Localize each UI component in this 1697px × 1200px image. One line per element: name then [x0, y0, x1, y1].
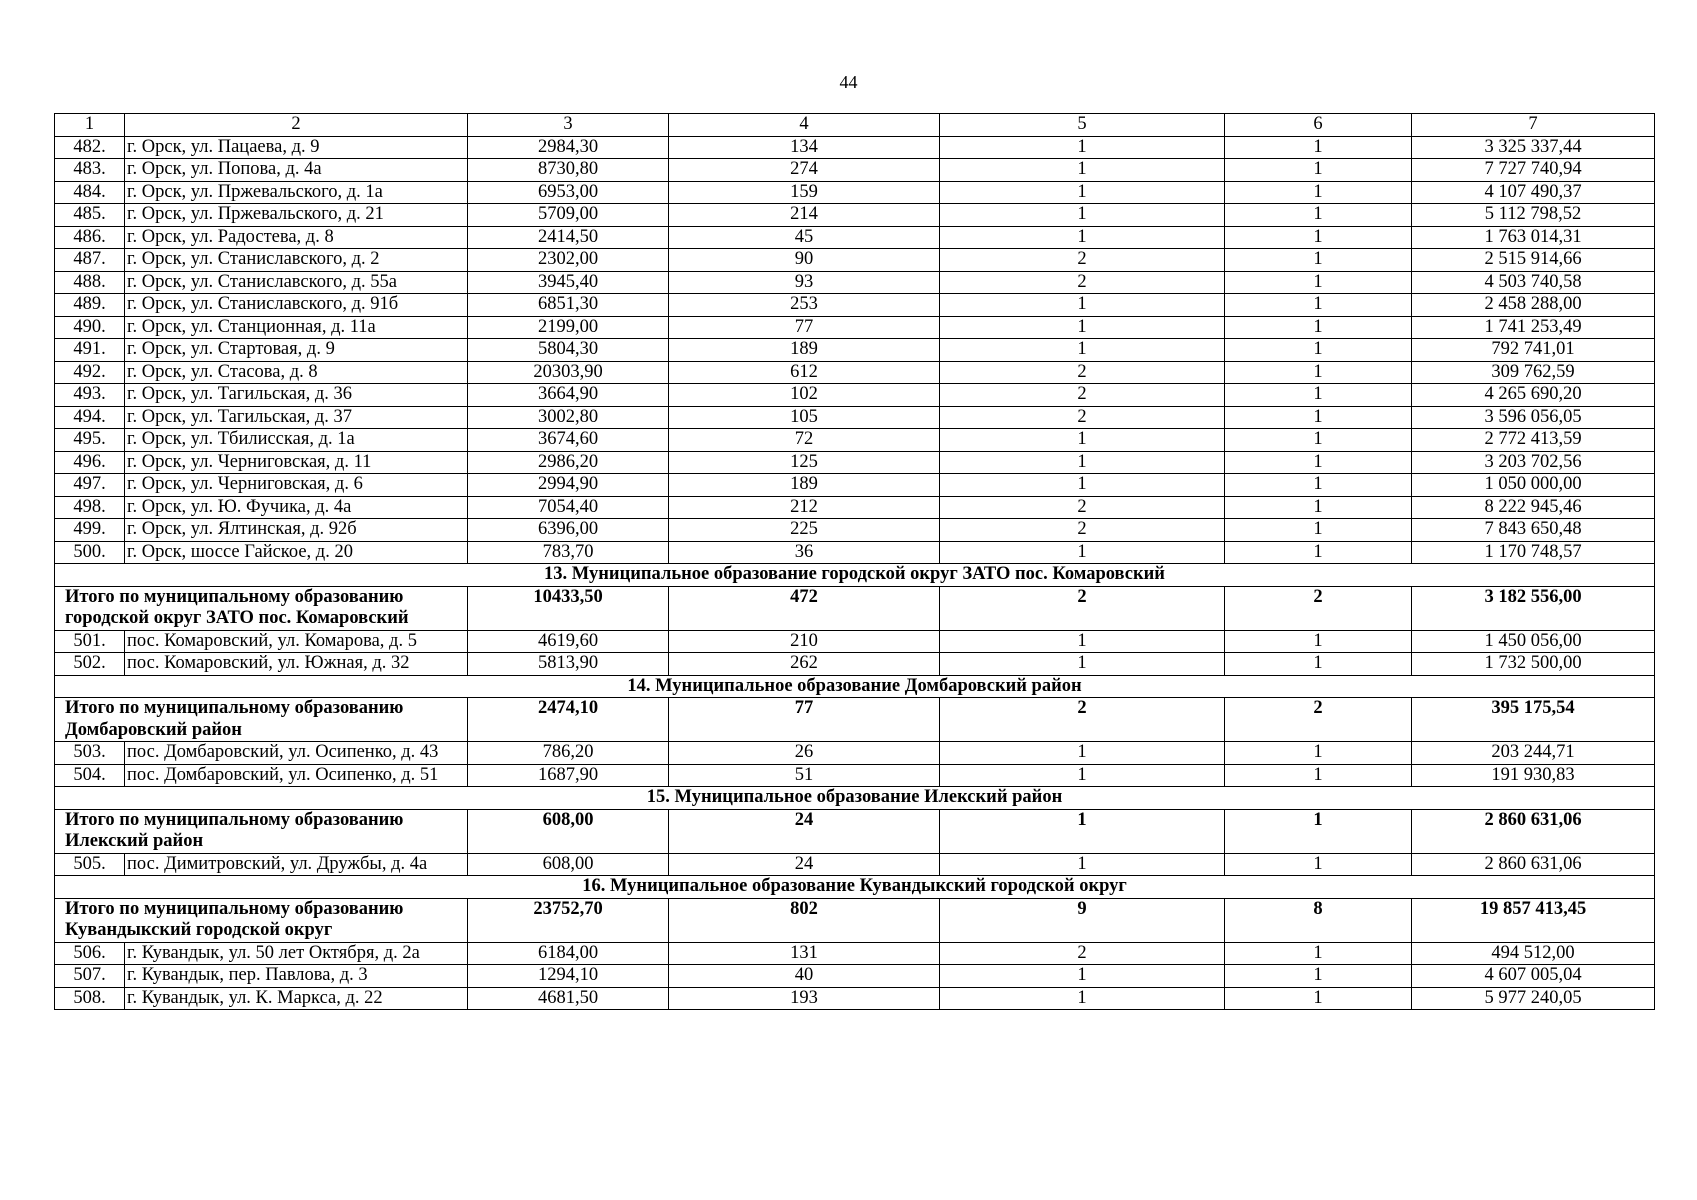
value-cell: 159 — [669, 181, 940, 204]
value-cell: 1 — [1225, 181, 1412, 204]
section-header-row — [55, 876, 1655, 899]
section-header-row — [55, 787, 1655, 810]
row-number-cell: 488. — [55, 271, 125, 294]
table-row — [55, 653, 1655, 676]
value-cell: 1 — [940, 653, 1225, 676]
value-cell: 2 772 413,59 — [1412, 429, 1655, 452]
address-cell: г. Орск, ул. Попова, д. 4а — [125, 159, 468, 182]
table-row — [55, 249, 1655, 272]
total-cell: 10433,50 — [468, 586, 669, 630]
value-cell: 1 — [1225, 853, 1412, 876]
row-number-cell: 503. — [55, 742, 125, 765]
row-number-cell: 505. — [55, 853, 125, 876]
table-body — [55, 114, 1655, 1010]
value-cell: 1 — [1225, 519, 1412, 542]
value-cell: 1 — [940, 339, 1225, 362]
value-cell: 189 — [669, 339, 940, 362]
row-number-cell: 483. — [55, 159, 125, 182]
total-cell: 2 860 631,06 — [1412, 809, 1655, 853]
value-cell: 6953,00 — [468, 181, 669, 204]
value-cell: 1 170 748,57 — [1412, 541, 1655, 564]
value-cell: 8 222 945,46 — [1412, 496, 1655, 519]
value-cell: 1 — [940, 474, 1225, 497]
value-cell: 1 — [1225, 653, 1412, 676]
table-row — [55, 429, 1655, 452]
section-title: 16. Муниципальное образование Кувандыкский городской округ — [55, 876, 1655, 899]
value-cell: 2302,00 — [468, 249, 669, 272]
row-number-cell: 504. — [55, 764, 125, 787]
value-cell: 125 — [669, 451, 940, 474]
value-cell: 1 — [1225, 451, 1412, 474]
row-number-cell: 489. — [55, 294, 125, 317]
value-cell: 6851,30 — [468, 294, 669, 317]
row-number-cell: 490. — [55, 316, 125, 339]
column-header: 3 — [468, 114, 669, 137]
value-cell: 3945,40 — [468, 271, 669, 294]
row-number-cell: 508. — [55, 987, 125, 1010]
value-cell: 193 — [669, 987, 940, 1010]
value-cell: 3002,80 — [468, 406, 669, 429]
value-cell: 1 — [1225, 406, 1412, 429]
total-cell: 8 — [1225, 898, 1412, 942]
total-cell: 2 — [1225, 698, 1412, 742]
total-cell: 802 — [669, 898, 940, 942]
total-label: Итого по муниципальному образованию Домбаровский район — [55, 698, 468, 742]
value-cell: 1 — [1225, 429, 1412, 452]
row-number-cell: 502. — [55, 653, 125, 676]
value-cell: 1 050 000,00 — [1412, 474, 1655, 497]
address-cell: пос. Димитровский, ул. Дружбы, д. 4а — [125, 853, 468, 876]
value-cell: 6396,00 — [468, 519, 669, 542]
value-cell: 4681,50 — [468, 987, 669, 1010]
value-cell: 1 — [940, 316, 1225, 339]
value-cell: 5709,00 — [468, 204, 669, 227]
address-cell: г. Орск, ул. Радостева, д. 8 — [125, 226, 468, 249]
value-cell: 3 596 056,05 — [1412, 406, 1655, 429]
value-cell: 2 — [940, 406, 1225, 429]
table-row — [55, 204, 1655, 227]
value-cell: 2984,30 — [468, 136, 669, 159]
total-cell: 77 — [669, 698, 940, 742]
value-cell: 7 843 650,48 — [1412, 519, 1655, 542]
address-cell: г. Кувандык, ул. 50 лет Октября, д. 2а — [125, 942, 468, 965]
section-header-row — [55, 675, 1655, 698]
section-title: 15. Муниципальное образование Илекский район — [55, 787, 1655, 810]
address-cell: г. Орск, ул. Пацаева, д. 9 — [125, 136, 468, 159]
value-cell: 1 732 500,00 — [1412, 653, 1655, 676]
value-cell: 72 — [669, 429, 940, 452]
value-cell: 1 — [940, 965, 1225, 988]
address-cell: г. Орск, ул. Тагильская, д. 36 — [125, 384, 468, 407]
value-cell: 26 — [669, 742, 940, 765]
value-cell: 2 458 288,00 — [1412, 294, 1655, 317]
value-cell: 1 — [1225, 159, 1412, 182]
value-cell: 2 860 631,06 — [1412, 853, 1655, 876]
value-cell: 2 — [940, 496, 1225, 519]
value-cell: 90 — [669, 249, 940, 272]
total-cell: 3 182 556,00 — [1412, 586, 1655, 630]
value-cell: 1 — [940, 226, 1225, 249]
value-cell: 783,70 — [468, 541, 669, 564]
value-cell: 24 — [669, 853, 940, 876]
address-cell: г. Орск, ул. Тагильская, д. 37 — [125, 406, 468, 429]
address-cell: г. Орск, ул. Ялтинская, д. 92б — [125, 519, 468, 542]
value-cell: 93 — [669, 271, 940, 294]
row-number-cell: 484. — [55, 181, 125, 204]
value-cell: 45 — [669, 226, 940, 249]
value-cell: 2 — [940, 249, 1225, 272]
value-cell: 1 — [1225, 987, 1412, 1010]
value-cell: 2 — [940, 361, 1225, 384]
address-cell: г. Орск, ул. Пржевальского, д. 1а — [125, 181, 468, 204]
table-row — [55, 361, 1655, 384]
value-cell: 1294,10 — [468, 965, 669, 988]
value-cell: 7 727 740,94 — [1412, 159, 1655, 182]
address-cell: г. Орск, ул. Стасова, д. 8 — [125, 361, 468, 384]
value-cell: 3 203 702,56 — [1412, 451, 1655, 474]
table-row — [55, 541, 1655, 564]
value-cell: 1 — [1225, 764, 1412, 787]
value-cell: 1 741 253,49 — [1412, 316, 1655, 339]
table-row — [55, 742, 1655, 765]
value-cell: 1 — [1225, 294, 1412, 317]
column-header: 2 — [125, 114, 468, 137]
row-number-cell: 492. — [55, 361, 125, 384]
value-cell: 40 — [669, 965, 940, 988]
row-number-cell: 497. — [55, 474, 125, 497]
value-cell: 8730,80 — [468, 159, 669, 182]
value-cell: 1 — [1225, 249, 1412, 272]
row-number-cell: 482. — [55, 136, 125, 159]
row-number-cell: 500. — [55, 541, 125, 564]
table-row — [55, 339, 1655, 362]
address-cell: г. Орск, ул. Станиславского, д. 91б — [125, 294, 468, 317]
value-cell: 1 — [940, 541, 1225, 564]
value-cell: 1 — [1225, 316, 1412, 339]
row-number-cell: 495. — [55, 429, 125, 452]
address-cell: г. Орск, шоссе Гайское, д. 20 — [125, 541, 468, 564]
value-cell: 608,00 — [468, 853, 669, 876]
table-row — [55, 519, 1655, 542]
value-cell: 1 — [1225, 965, 1412, 988]
row-number-cell: 493. — [55, 384, 125, 407]
value-cell: 1 — [1225, 361, 1412, 384]
value-cell: 1 — [1225, 496, 1412, 519]
value-cell: 3664,90 — [468, 384, 669, 407]
address-cell: пос. Комаровский, ул. Комарова, д. 5 — [125, 630, 468, 653]
value-cell: 1 — [1225, 474, 1412, 497]
value-cell: 1 — [1225, 942, 1412, 965]
row-number-cell: 485. — [55, 204, 125, 227]
value-cell: 2199,00 — [468, 316, 669, 339]
row-number-cell: 507. — [55, 965, 125, 988]
value-cell: 1 763 014,31 — [1412, 226, 1655, 249]
section-header-row — [55, 564, 1655, 587]
total-cell: 1 — [1225, 809, 1412, 853]
total-cell: 2 — [940, 586, 1225, 630]
row-number-cell: 494. — [55, 406, 125, 429]
column-header: 5 — [940, 114, 1225, 137]
address-cell: г. Кувандык, ул. К. Маркса, д. 22 — [125, 987, 468, 1010]
value-cell: 210 — [669, 630, 940, 653]
value-cell: 2 — [940, 271, 1225, 294]
value-cell: 2994,90 — [468, 474, 669, 497]
value-cell: 786,20 — [468, 742, 669, 765]
value-cell: 1 — [1225, 271, 1412, 294]
address-cell: г. Орск, ул. Ю. Фучика, д. 4а — [125, 496, 468, 519]
table-row — [55, 853, 1655, 876]
value-cell: 189 — [669, 474, 940, 497]
total-row — [55, 809, 1655, 853]
row-number-cell: 496. — [55, 451, 125, 474]
address-cell: г. Орск, ул. Стартовая, д. 9 — [125, 339, 468, 362]
value-cell: 1 — [1225, 630, 1412, 653]
total-cell: 23752,70 — [468, 898, 669, 942]
total-cell: 1 — [940, 809, 1225, 853]
table-row — [55, 630, 1655, 653]
column-header: 4 — [669, 114, 940, 137]
value-cell: 1 — [1225, 384, 1412, 407]
address-cell: пос. Домбаровский, ул. Осипенко, д. 51 — [125, 764, 468, 787]
value-cell: 1 — [1225, 541, 1412, 564]
value-cell: 1 — [1225, 742, 1412, 765]
row-number-cell: 491. — [55, 339, 125, 362]
value-cell: 262 — [669, 653, 940, 676]
total-row — [55, 586, 1655, 630]
table-row — [55, 316, 1655, 339]
value-cell: 214 — [669, 204, 940, 227]
value-cell: 5 112 798,52 — [1412, 204, 1655, 227]
value-cell: 2 — [940, 384, 1225, 407]
value-cell: 1 — [940, 630, 1225, 653]
row-number-cell: 501. — [55, 630, 125, 653]
value-cell: 1 — [940, 294, 1225, 317]
value-cell: 4 607 005,04 — [1412, 965, 1655, 988]
value-cell: 102 — [669, 384, 940, 407]
table-row — [55, 271, 1655, 294]
address-cell: г. Орск, ул. Станционная, д. 11а — [125, 316, 468, 339]
value-cell: 1 — [940, 204, 1225, 227]
value-cell: 3674,60 — [468, 429, 669, 452]
value-cell: 1 — [940, 136, 1225, 159]
total-label: Итого по муниципальному образованию Илекский район — [55, 809, 468, 853]
value-cell: 1 — [1225, 136, 1412, 159]
value-cell: 1 — [1225, 204, 1412, 227]
value-cell: 36 — [669, 541, 940, 564]
value-cell: 1 — [940, 429, 1225, 452]
value-cell: 6184,00 — [468, 942, 669, 965]
table-row — [55, 965, 1655, 988]
value-cell: 134 — [669, 136, 940, 159]
total-cell: 395 175,54 — [1412, 698, 1655, 742]
value-cell: 5813,90 — [468, 653, 669, 676]
section-title: 14. Муниципальное образование Домбаровский район — [55, 675, 1655, 698]
total-cell: 2474,10 — [468, 698, 669, 742]
table-row — [55, 159, 1655, 182]
value-cell: 1 — [940, 764, 1225, 787]
address-cell: г. Орск, ул. Черниговская, д. 6 — [125, 474, 468, 497]
table-row — [55, 496, 1655, 519]
row-number-cell: 487. — [55, 249, 125, 272]
header-row — [55, 114, 1655, 137]
value-cell: 1 — [940, 159, 1225, 182]
total-cell: 472 — [669, 586, 940, 630]
table-row — [55, 987, 1655, 1010]
value-cell: 309 762,59 — [1412, 361, 1655, 384]
value-cell: 4619,60 — [468, 630, 669, 653]
value-cell: 1 — [940, 181, 1225, 204]
value-cell: 1 — [940, 853, 1225, 876]
row-number-cell: 506. — [55, 942, 125, 965]
value-cell: 1 — [940, 987, 1225, 1010]
total-row — [55, 698, 1655, 742]
table-row — [55, 181, 1655, 204]
value-cell: 4 503 740,58 — [1412, 271, 1655, 294]
address-cell: г. Орск, ул. Станиславского, д. 55а — [125, 271, 468, 294]
value-cell: 1 — [1225, 339, 1412, 362]
value-cell: 105 — [669, 406, 940, 429]
address-cell: пос. Комаровский, ул. Южная, д. 32 — [125, 653, 468, 676]
value-cell: 2 515 914,66 — [1412, 249, 1655, 272]
address-cell: г. Орск, ул. Тбилисская, д. 1а — [125, 429, 468, 452]
value-cell: 494 512,00 — [1412, 942, 1655, 965]
value-cell: 274 — [669, 159, 940, 182]
value-cell: 1687,90 — [468, 764, 669, 787]
value-cell: 792 741,01 — [1412, 339, 1655, 362]
value-cell: 1 — [940, 451, 1225, 474]
value-cell: 225 — [669, 519, 940, 542]
address-cell: г. Орск, ул. Станиславского, д. 2 — [125, 249, 468, 272]
address-cell: пос. Домбаровский, ул. Осипенко, д. 43 — [125, 742, 468, 765]
value-cell: 5804,30 — [468, 339, 669, 362]
value-cell: 1 — [940, 742, 1225, 765]
total-cell: 19 857 413,45 — [1412, 898, 1655, 942]
address-cell: г. Кувандык, пер. Павлова, д. 3 — [125, 965, 468, 988]
value-cell: 253 — [669, 294, 940, 317]
total-cell: 2 — [940, 698, 1225, 742]
table-row — [55, 384, 1655, 407]
value-cell: 191 930,83 — [1412, 764, 1655, 787]
row-number-cell: 498. — [55, 496, 125, 519]
column-header: 1 — [55, 114, 125, 137]
total-label: Итого по муниципальному образованию Кувандыкский городской округ — [55, 898, 468, 942]
address-cell: г. Орск, ул. Пржевальского, д. 21 — [125, 204, 468, 227]
column-header: 6 — [1225, 114, 1412, 137]
value-cell: 1 450 056,00 — [1412, 630, 1655, 653]
value-cell: 4 107 490,37 — [1412, 181, 1655, 204]
value-cell: 20303,90 — [468, 361, 669, 384]
value-cell: 77 — [669, 316, 940, 339]
total-cell: 2 — [1225, 586, 1412, 630]
section-title: 13. Муниципальное образование городской округ ЗАТО пос. Комаровский — [55, 564, 1655, 587]
value-cell: 2 — [940, 942, 1225, 965]
value-cell: 51 — [669, 764, 940, 787]
table-row — [55, 764, 1655, 787]
table-row — [55, 294, 1655, 317]
value-cell: 131 — [669, 942, 940, 965]
table-row — [55, 136, 1655, 159]
value-cell: 2 — [940, 519, 1225, 542]
value-cell: 5 977 240,05 — [1412, 987, 1655, 1010]
value-cell: 2986,20 — [468, 451, 669, 474]
table-row — [55, 451, 1655, 474]
value-cell: 3 325 337,44 — [1412, 136, 1655, 159]
value-cell: 212 — [669, 496, 940, 519]
page-number: 44 — [839, 72, 858, 92]
total-cell: 24 — [669, 809, 940, 853]
value-cell: 1 — [1225, 226, 1412, 249]
table-row — [55, 406, 1655, 429]
total-cell: 608,00 — [468, 809, 669, 853]
value-cell: 2414,50 — [468, 226, 669, 249]
table-row — [55, 226, 1655, 249]
value-cell: 203 244,71 — [1412, 742, 1655, 765]
table-row — [55, 942, 1655, 965]
value-cell: 7054,40 — [468, 496, 669, 519]
row-number-cell: 486. — [55, 226, 125, 249]
address-cell: г. Орск, ул. Черниговская, д. 11 — [125, 451, 468, 474]
value-cell: 4 265 690,20 — [1412, 384, 1655, 407]
column-header: 7 — [1412, 114, 1655, 137]
value-cell: 612 — [669, 361, 940, 384]
table-row — [55, 474, 1655, 497]
total-label: Итого по муниципальному образованию городской округ ЗАТО пос. Комаровский — [55, 586, 468, 630]
row-number-cell: 499. — [55, 519, 125, 542]
total-cell: 9 — [940, 898, 1225, 942]
total-row — [55, 898, 1655, 942]
data-table — [54, 113, 1655, 1010]
